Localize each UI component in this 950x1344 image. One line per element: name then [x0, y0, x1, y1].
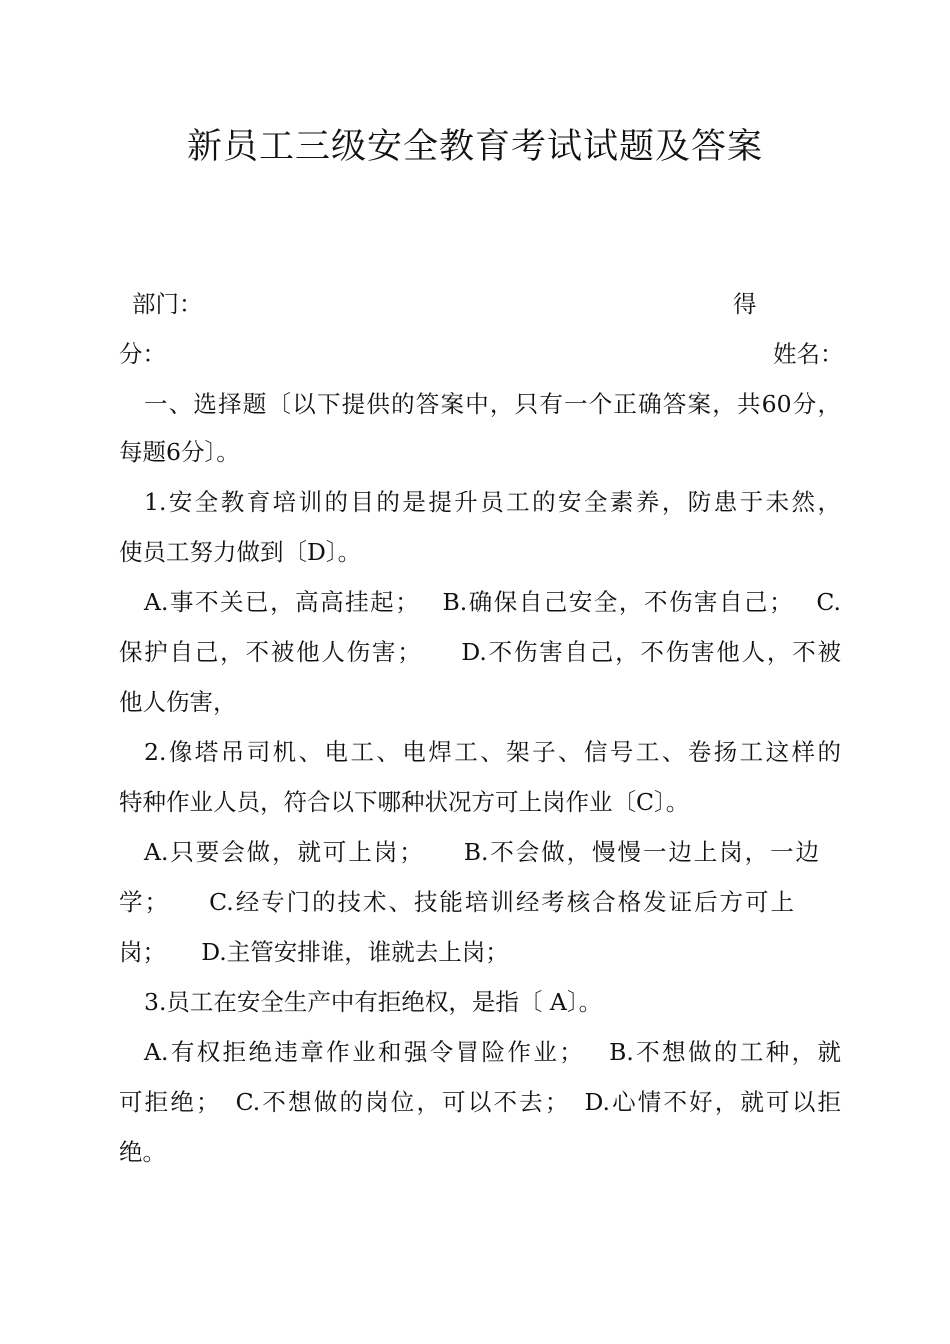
q1-stem-line1: 1.安全教育培训的目的是提升员工的安全素养，防患于未然， [144, 488, 841, 516]
score-label-part2: 分： [119, 340, 166, 368]
section-heading-line1: 一、选择题〔以下提供的答案中，只有一个正确答案，共60分， [144, 390, 841, 418]
department-label: 部门： [132, 290, 203, 318]
q1-stem-line2: 使员工努力做到〔D〕。 [119, 538, 362, 566]
q3-options-line2: 可拒绝； C.不想做的岗位，可以不去； D.心情不好，就可以拒 [119, 1088, 841, 1116]
q3-stem-line1: 3.员工在安全生产中有拒绝权，是指〔 A〕。 [144, 988, 603, 1016]
q3-options-line1: A.有权拒绝违章作业和强令冒险作业； B.不想做的工种，就 [144, 1038, 841, 1066]
document-title: 新员工三级安全教育考试试题及答案 [186, 127, 763, 167]
q1-options-line3: 他人伤害， [119, 688, 237, 716]
q2-options-line1: A.只要会做，就可上岗； B.不会做，慢慢一边上岗，一边 [144, 838, 819, 866]
q1-options-line2: 保护自己，不被他人伤害； D.不伤害自己，不伤害他人，不被 [119, 638, 841, 666]
q3-options-line3: 绝。 [119, 1138, 166, 1166]
score-label-part1: 得 [733, 290, 757, 318]
q2-stem-line1: 2.像塔吊司机、电工、电焊工、架子、信号工、卷扬工这样的 [144, 738, 841, 766]
q2-options-line3: 岗； D.主管安排谁，谁就去上岗； [119, 938, 509, 966]
name-label: 姓名： [773, 340, 844, 368]
q1-options-line1: A.事不关已，高高挂起； B.确保自己安全，不伤害自己； C. [144, 588, 841, 616]
q2-options-line2: 学； C.经专门的技术、技能培训经考核合格发证后方可上 [119, 888, 794, 916]
section-heading-line2: 每题6分〕。 [119, 438, 240, 466]
q2-stem-line2: 特种作业人员，符合以下哪种状况方可上岗作业〔C〕。 [119, 788, 690, 816]
